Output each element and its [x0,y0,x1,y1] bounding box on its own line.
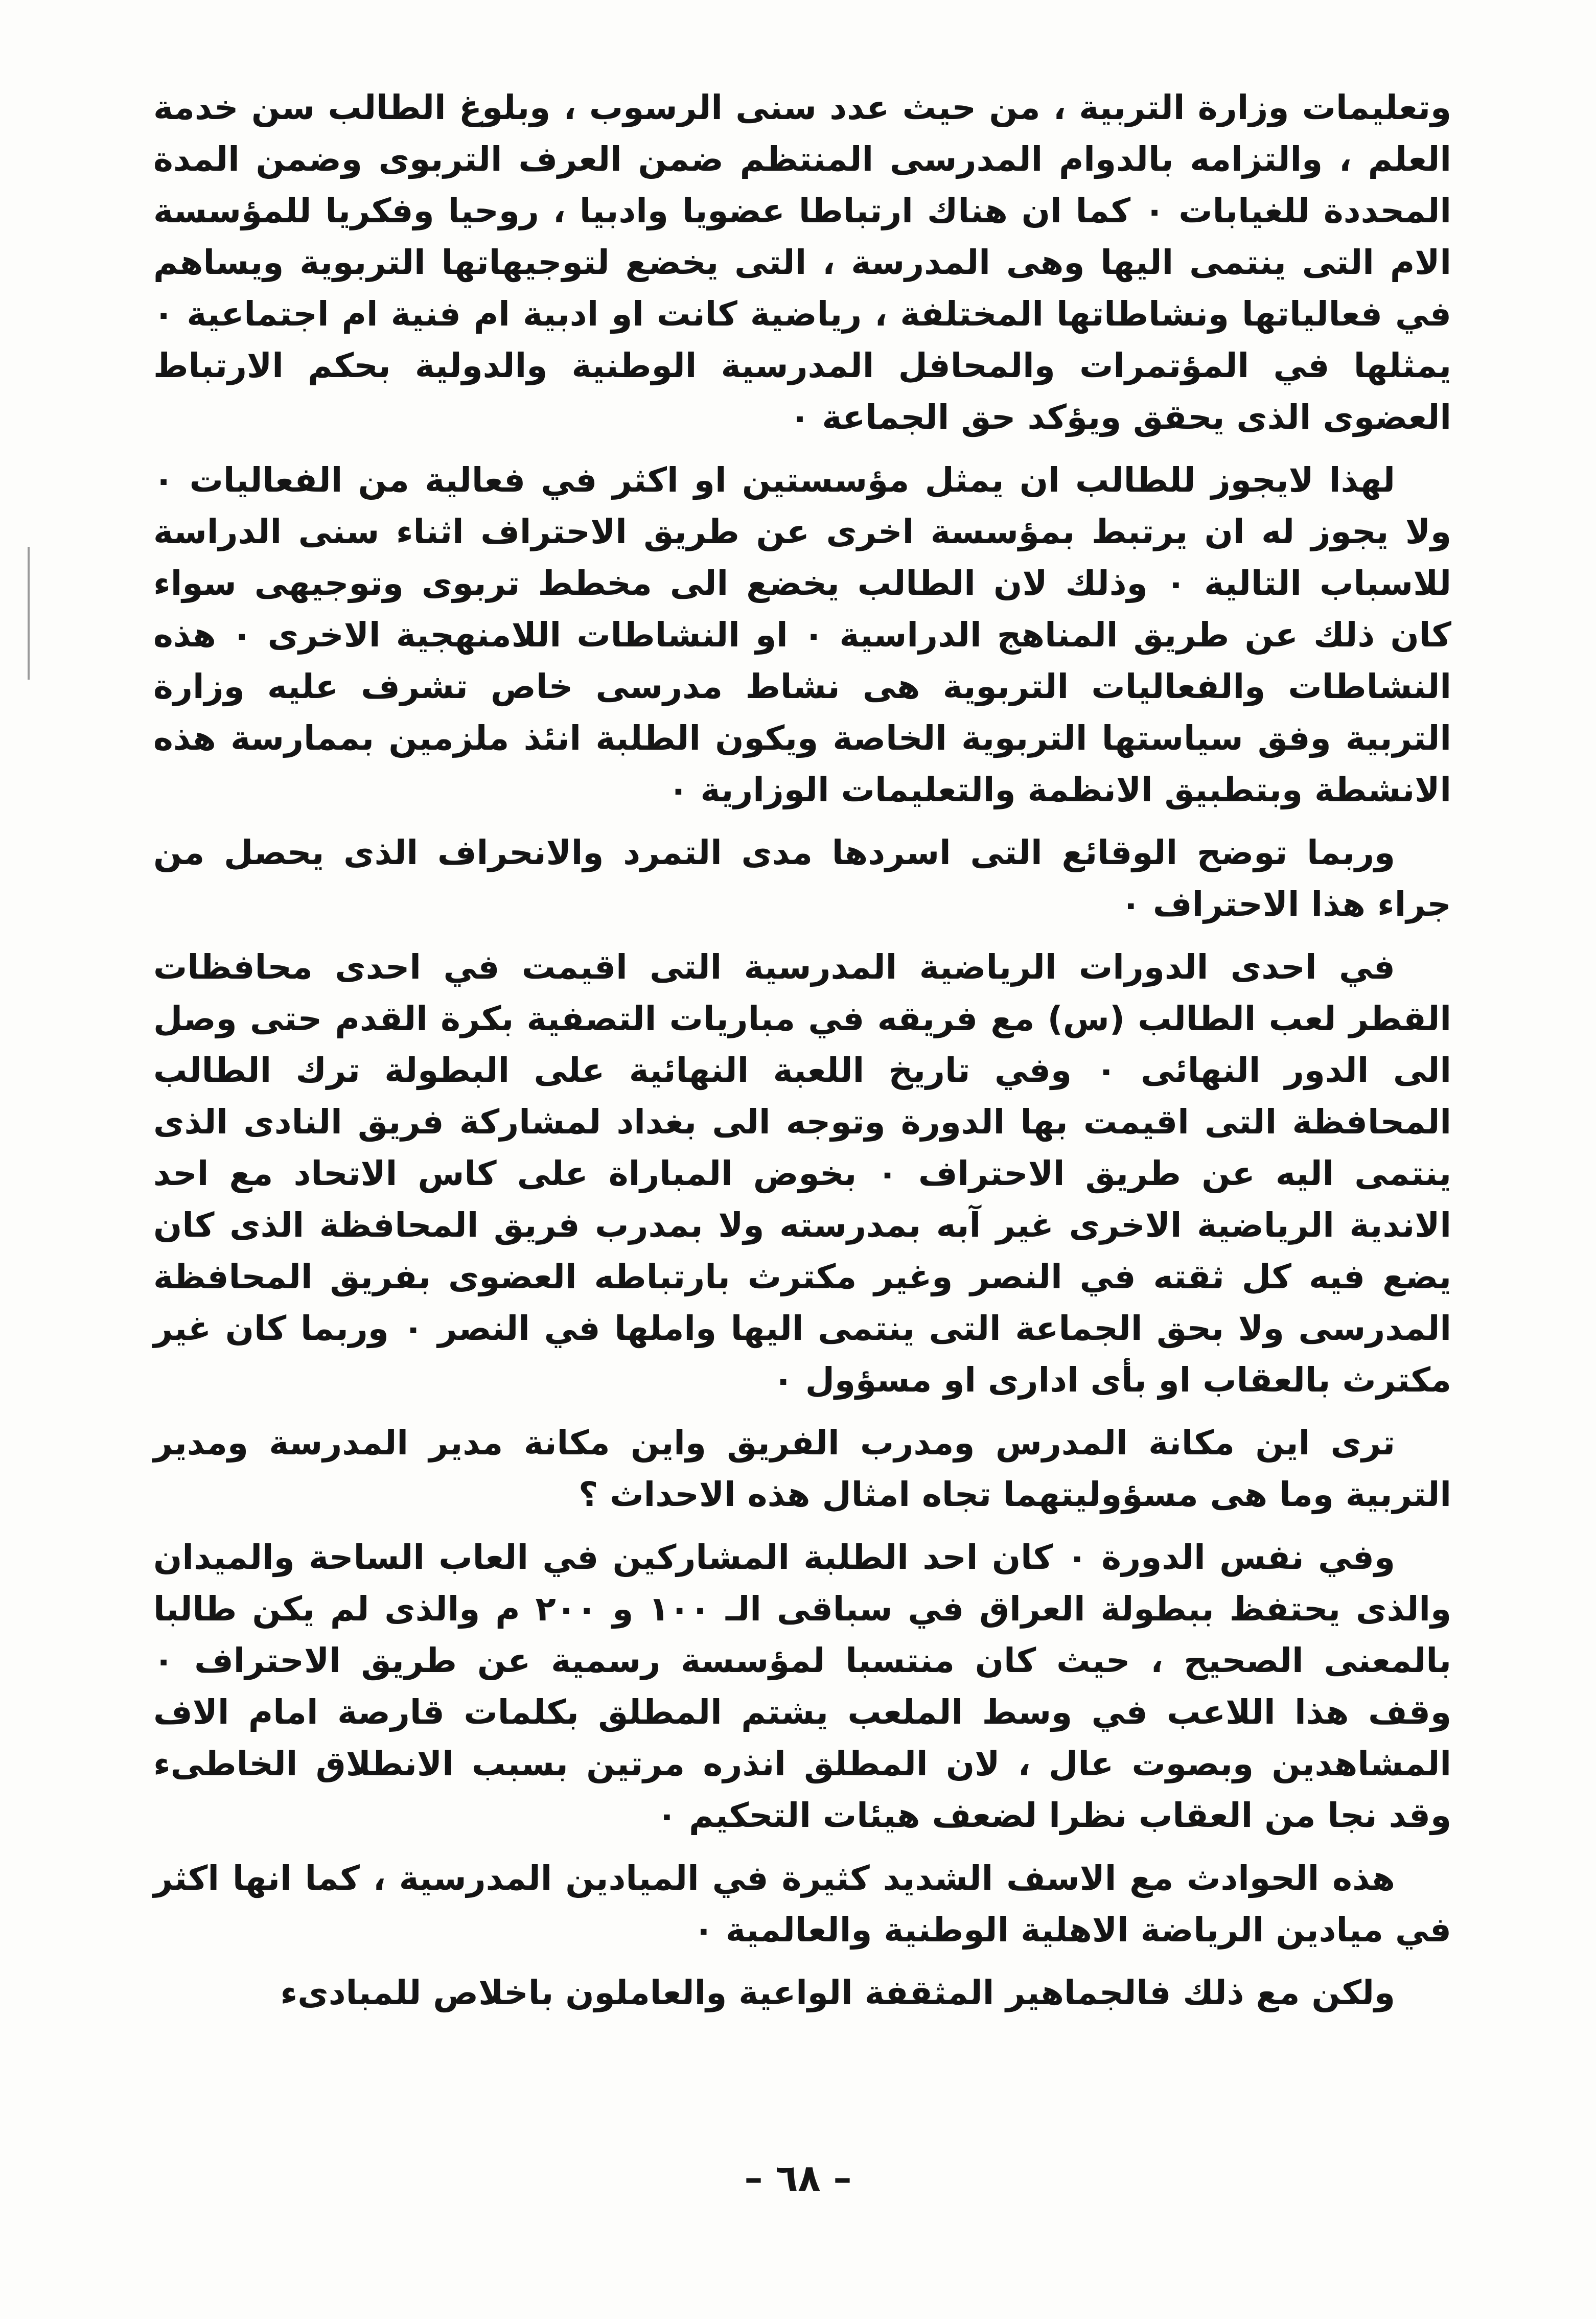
margin-mark [28,547,30,680]
paragraph-4: في احدى الدورات الرياضية المدرسية التى اقيمت في احدى محافظات القطر لعب الطالب (س) مع فريقه في مباريات التصفية بكرة القدم حتى وصل الى الدور النهائى ٠ وفي تاريخ اللعبة النهائية على البطولة ترك الطالب المحافظة التى اقيمت بها الدورة وتوجه الى بغداد لمشاركة فريق النادى الذى ينتمى اليه عن طريق الاحتراف ٠ بخوض المباراة على كاس الاتحاد مع احد الاندية الرياضية الاخرى غير آبه بمدرسته ولا بمدرب فريق المحافظة الذى كان يضع فيه كل ثقته في النصر وغير مكترث بارتباطه العضوى بفريق المحافظة المدرسى ولا بحق الجماعة التى ينتمى اليها واملها في النصر ٠ وربما كان غير مكترث بالعقاب او بأى ادارى او مسؤول ٠ [153,947,1451,1400]
paragraph-2: لهذا لايجوز للطالب ان يمثل مؤسستين او اكثر في فعالية من الفعاليات ٠ ولا يجوز له ان يرتبط بمؤسسة اخرى عن طريق الاحتراف اثناء سنى الدراسة للاسباب التالية ٠ وذلك لان الطالب يخضع الى مخطط تربوى وتوجيهى سواء كان ذلك عن طريق المناهج الدراسية ٠ او النشاطات اللامنهجية الاخرى ٠ هذه النشاطات والفعاليات التربوية هى نشاط مدرسى خاص تشرف عليه وزارة التربية وفق سياستها التربوية الخاصة ويكون الطلبة انئذ ملزمين بممارسة هذه الانشطة وبتطبيق الانظمة والتعليمات الوزارية ٠ [153,460,1451,809]
paragraph-1: وتعليمات وزارة التربية ، من حيث عدد سنى الرسوب ، وبلوغ الطالب سن خدمة العلم ، والتزامه بالدوام المدرسى المنتظم ضمن العرف التربوى وضمن المدة المحددة للغيابات ٠ كما ان هناك ارتباطا عضويا وادبيا ، روحيا وفكريا للمؤسسة الام التى ينتمى اليها وهى المدرسة ، التى يخضع لتوجيهاتها التربوية ويساهم في فعالياتها ونشاطاتها المختلفة ، رياضية كانت او ادبية ام فنية ام اجتماعية ٠ يمثلها في المؤتمرات والمحافل المدرسية الوطنية والدولية بحكم الارتباط العضوى الذى يحقق ويؤكد حق الجماعة ٠ [153,88,1452,437]
page-number: – ٦٨ – [744,2156,852,2199]
paragraph-6: وفي نفس الدورة ٠ كان احد الطلبة المشاركين في العاب الساحة والميدان والذى يحتفظ ببطولة العراق في سباقى الـ ١٠٠ و ٢٠٠ م والذى لم يكن طالبا بالمعنى الصحيح ، حيث كان منتسبا لمؤسسة رسمية عن طريق الاحتراف ٠ وقف هذا اللاعب في وسط الملعب يشتم المطلق بكلمات قارصة امام الاف المشاهدين وبصوت عال ، لان المطلق انذره مرتين بسبب الانطلاق الخاطىء وقد نجا من العقاب نظرا لضعف هيئات التحكيم ٠ [153,1538,1451,1835]
paragraph-8: ولكن مع ذلك فالجماهير المثقفة الواعية والعاملون باخلاص للمبادىء [280,1973,1395,2012]
page-body [153,82,1451,2030]
paragraph-7: هذه الحوادث مع الاسف الشديد كثيرة في الميادين المدرسية ، كما انها اكثر في ميادين الرياضة الاهلية الوطنية والعالمية ٠ [153,1859,1451,1950]
paragraph-5: ترى اين مكانة المدرس ومدرب الفريق واين مكانة مدير المدرسة ومدير التربية وما هى مسؤوليتهما تجاه امثال هذه الاحداث ؟ [153,1423,1451,1514]
paragraph-3: وربما توضح الوقائع التى اسردها مدى التمرد والانحراف الذى يحصل من جراء هذا الاحتراف ٠ [153,833,1451,924]
